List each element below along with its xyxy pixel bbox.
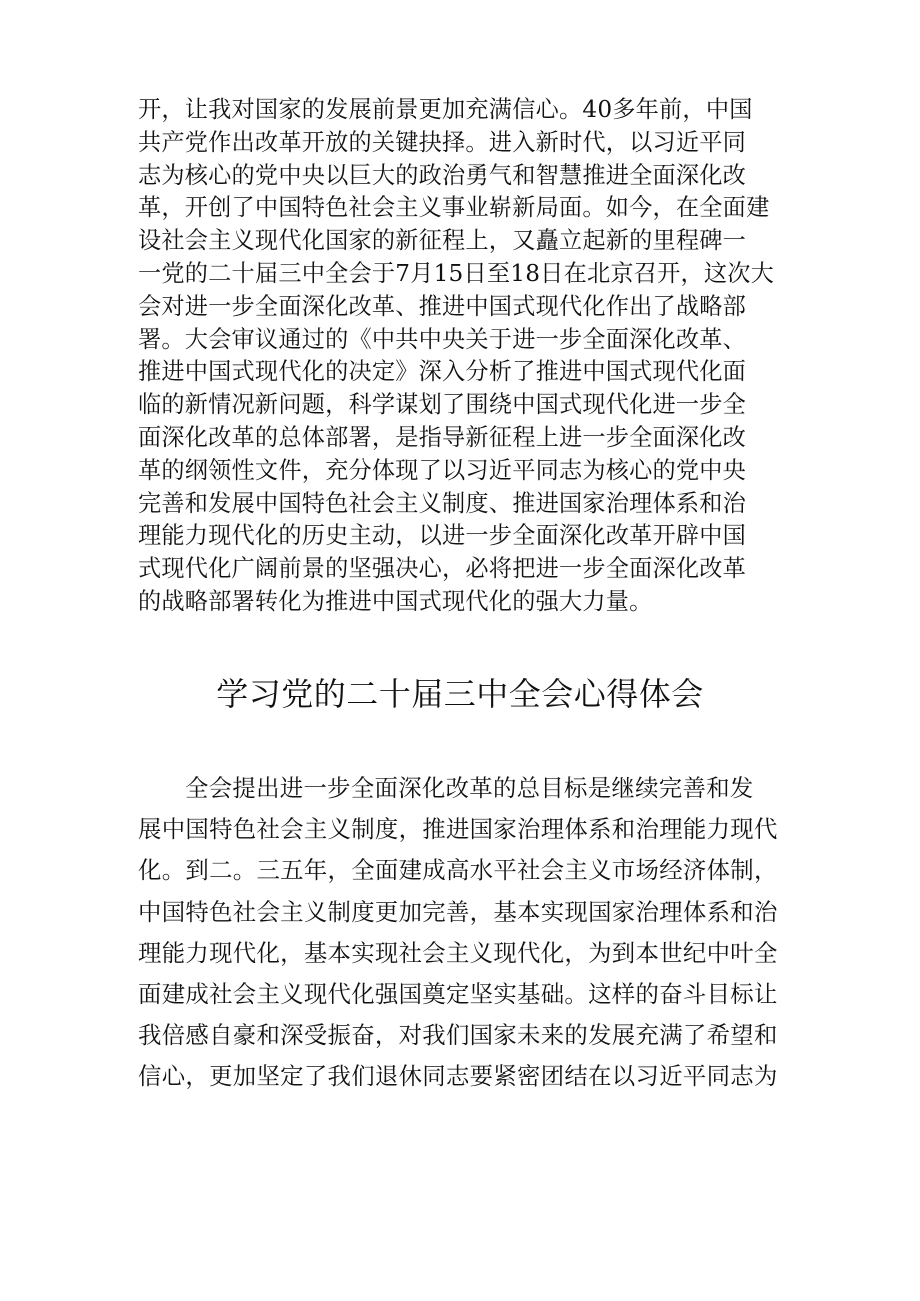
paragraph-line: 我倍感自豪和深受振奋，对我们国家未来的发展充满了希望和: [138, 1021, 778, 1050]
paragraph-line: 共产党作出改革开放的关键抉择。进入新时代，以习近平同: [138, 128, 747, 156]
paragraph-line: 面建成社会主义现代化强国奠定坚实基础。这样的奋斗目标让: [138, 979, 778, 1008]
paragraph-line: 一党的二十届三中全会于7月15日至18日在北京召开，这次大: [138, 259, 775, 287]
paragraph-line: 中国特色社会主义制度更加完善，基本实现国家治理体系和治: [138, 897, 778, 926]
paragraph-line: 展中国特色社会主义制度，推进国家治理体系和治理能力现代: [138, 815, 778, 844]
document-title: 学习党的二十届三中全会心得体会: [216, 675, 704, 713]
paragraph-line: 理能力现代化的历史主动，以进一步全面深化改革开辟中国: [138, 522, 747, 550]
paragraph-line: 推进中国式现代化的决定》深入分析了推进中国式现代化面: [138, 358, 747, 386]
body-paragraph: [138, 768, 798, 1098]
paragraph-line: 式现代化广阔前景的坚强决心，必将把进一步全面深化改革: [138, 555, 747, 583]
paragraph-line: 志为核心的党中央以巨大的政治勇气和智慧推进全面深化改: [138, 161, 747, 189]
paragraph-line: 会对进一步全面深化改革、推进中国式现代化作出了战略部: [138, 292, 747, 320]
paragraph-line: 开，让我对国家的发展前景更加充满信心。40多年前，中国: [138, 96, 753, 123]
paragraph-line: 完善和发展中国特色社会主义制度、推进国家治理体系和治: [138, 489, 747, 517]
paragraph-line: 理能力现代化，基本实现社会主义现代化，为到本世纪中叶全: [138, 938, 778, 967]
paragraph-line: 设社会主义现代化国家的新征程上，又矗立起新的里程碑一: [138, 227, 747, 255]
paragraph-line: 革，开创了中国特色社会主义事业崭新局面。如今，在全面建: [138, 194, 770, 222]
paragraph-line: 信心，更加坚定了我们退休同志要紧密团结在以习近平同志为: [138, 1062, 778, 1091]
paragraph-line: 署。大会审议通过的《中共中央关于进一步全面深化改革、: [138, 325, 747, 353]
paragraph-line: 面深化改革的总体部署，是指导新征程上进一步全面深化改: [138, 423, 747, 451]
paragraph-line: 临的新情况新问题，科学谋划了围绕中国式现代化进一步全: [138, 391, 747, 419]
paragraph-line: 革的纲领性文件，充分体现了以习近平同志为核心的党中央: [138, 456, 747, 484]
paragraph-line: 化。到二。三五年，全面建成高水平社会主义市场经济体制，: [138, 856, 778, 885]
paragraph-line: 全会提出进一步全面深化改革的总目标是继续完善和发: [185, 774, 754, 802]
intro-paragraph: [138, 94, 788, 619]
paragraph-line: 的战略部署转化为推进中国式现代化的强大力量。: [138, 587, 653, 615]
